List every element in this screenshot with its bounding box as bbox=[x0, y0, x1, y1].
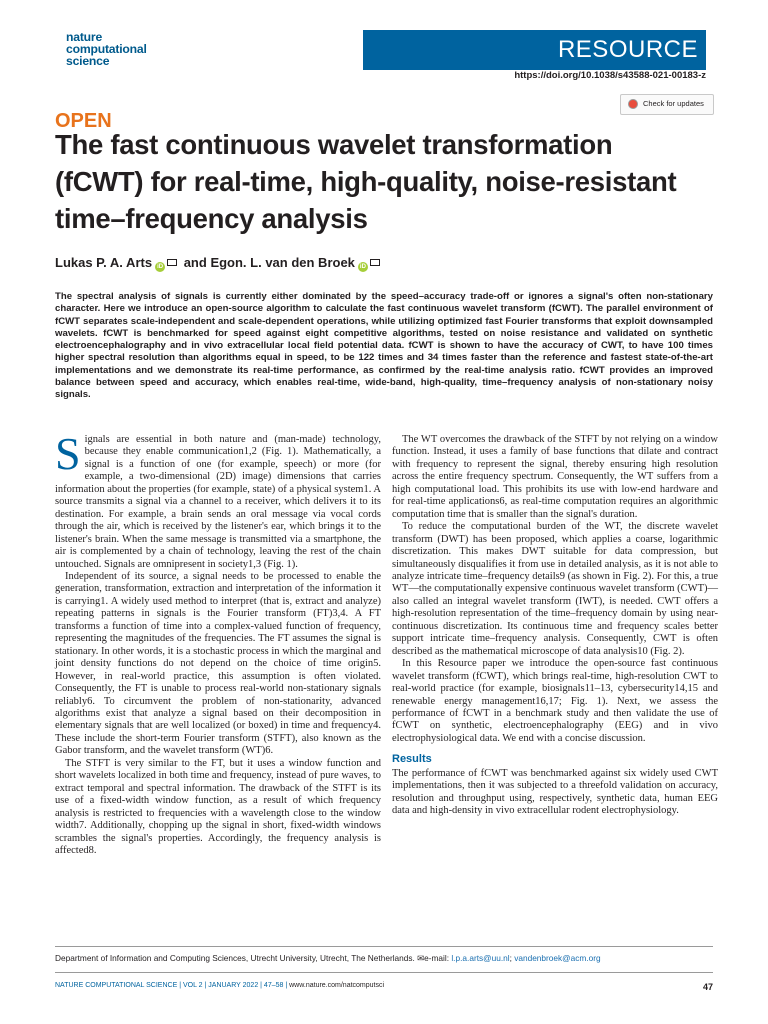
abstract: The spectral analysis of signals is currently either dominated by the speed–accuracy trade-off or ignores a signal's often non-stationary character. Here we introduce an open-source algorithm to calculate the fast continuous wavelet transform (fCWT). The parallel environment of fCWT separates scale-independent and scale-dependent operations, while utilizing optimized fast Fourier transforms that exploit downsampled wavelets. fCWT is benchmarked for speed against eight competitive algorithms, tested on noise resistance and validated on synthetic electroencephalography and in vivo extracellular local field potential data. fCWT is shown to have the accuracy of CWT, to have 100 times higher spectral resolution than algorithms equal in speed, to be 122 times and 34 times faster than the reference and fastest state-of-the-art implementations and we demonstrate its real-time performance, as confirmed by the real-time analysis ratio. fCWT provides an improved balance between speed and accuracy, which enables real-time, wide-band, high-quality, time–frequency analysis of non-stationary noisy signals. bbox=[55, 291, 713, 401]
author-2[interactable]: Egon. L. van den Broek bbox=[210, 255, 355, 270]
title-line-3: time–frequency analysis bbox=[55, 203, 368, 234]
check-updates-label: Check for updates bbox=[643, 99, 704, 108]
divider bbox=[55, 972, 713, 973]
divider bbox=[55, 946, 713, 947]
paragraph: The WT overcomes the drawback of the STFT by not relying on a window function. Instead, it uses a family of base functions that dilate and contract with frequency to represent the signal, thereby ensuring high resolution across the entire frequency spectrum. Consequently, the WT suffers from a high computational load. This prohibits its use with low-end hardware and for real-time applications6, as real-time computation requires an algorithmic computation time that is smaller than the signal's duration. bbox=[392, 434, 718, 520]
paragraph-text: ignals are essential in both nature and (man-made) technology, because they enable communication1,2 (Fig. 1). Mathematically, a signal is a function of one (for example, speech) or more (for example, a two-dimensional (2D) image) dimensions that carries information about the properties (for example, state) of a physical system1. A source transmits a signal via a channel to a receiver, which delivers it to its destination. For example, a brain sends an oral message via vocal cords through the air, which is received by the listener's ear, which brings it to the listener's brain. When the same message is transmitted via a smartphone, the air is complemented by a chain of technology, leaving the rest of the chain untouched. Signals are omnipresent in society1,3 (Fig. 1). bbox=[55, 434, 381, 570]
orcid-icon[interactable]: iD bbox=[359, 264, 366, 270]
paragraph: The performance of fCWT was benchmarked against six widely used CWT implementations, then it was subjected to a threefold validation on accuracy, resolution and throughput using, respectively, synthetic data, human EEG data and high-density in vivo extracellular rodent electrophysiology. bbox=[392, 767, 718, 817]
footer-issue: VOL 2 | JANUARY 2022 | 47–58 bbox=[182, 982, 284, 989]
journal-logo bbox=[66, 31, 176, 67]
email-icon: ✉ bbox=[417, 953, 425, 963]
author-1[interactable]: Lukas P. A. Arts bbox=[55, 255, 153, 270]
author-list bbox=[55, 255, 383, 272]
email-label: e-mail: bbox=[424, 953, 450, 963]
section-heading-results: Results bbox=[392, 753, 432, 766]
affiliation-text: Department of Information and Computing Sciences, Utrecht University, Utrecht, The Netherlands. bbox=[55, 953, 415, 963]
paragraph: Independent of its source, a signal needs to be processed to enable the generation, transformation, extraction and interpretation of the information it is carrying1. A widely used method to interpret (that is, extract and analyze) repeating patterns in signals is the Fourier transform (FT)3,4. A FT transforms a function of time into a complex-valued function of frequency, representing the magnitudes of the frequencies. The FT assumes the signal is stationary. In other words, it is a stochastic process in which the marginal and joint density functions do not depend on the choice of time origin5. However, in real-world practice, this assumption is often violated. Consequently, the FT is unable to process real-world non-stationary signals reliably6. To circumvent the problem of non-stationarity, advanced algorithms exist that analyze a signal based on their decomposition in elementary signals that are well localized (or boxed) in time and frequency4. These include the short-term Fourier transform (STFT), also known as the Gabor transform, and the wavelet transform (WT)6. bbox=[55, 570, 381, 757]
title-line-1: The fast continuous wavelet transformation bbox=[55, 129, 613, 160]
footer-journal: NATURE COMPUTATIONAL SCIENCE bbox=[55, 982, 178, 989]
orcid-icon[interactable]: iD bbox=[157, 264, 164, 270]
title-line-2: (fCWT) for real-time, high-quality, noise-resistant bbox=[55, 166, 677, 197]
paragraph: The STFT is very similar to the FT, but it uses a window function and short wavelets localized in both time and frequency, instead of pure waves, to extract temporal and spectral information. The drawback of the STFT is its use of a fixed-width window function, as a result of which frequency analysis is restricted to frequencies with a wavelength close to the window width7. Additionally, chopping up the signal in short, fixed-width windows scrambles the signal's properties. Accordingly, the frequency analysis is affected8. bbox=[55, 757, 381, 856]
affiliation: Department of Information and Computing Sciences, Utrecht University, Utrecht, The Netherlands. ✉e-mail: l.p.a.arts@uu.nl; vandenbroek@acm.org bbox=[55, 953, 601, 963]
body-column-right bbox=[392, 434, 718, 818]
paragraph bbox=[55, 428, 381, 571]
logo-line-2: computational bbox=[66, 42, 147, 56]
paragraph: In this Resource paper we introduce the open-source fast continuous wavelet transform (fCWT), which brings real-time, high-resolution CWT to real-world practice (for example, biosignals11–13, cybersecurity14,15 and renewable energy management16,17; Fig. 1). Next, we assess the performance of fCWT in a benchmark study and then validate the use of fCWT on synthetic, electroencephalography (EEG) and in vivo electrophysiological data. We end with a concise discussion. bbox=[392, 658, 718, 744]
author-separator: and bbox=[183, 255, 207, 270]
journal-footer: NATURE COMPUTATIONAL SCIENCE | VOL 2 | JANUARY 2022 | 47–58 | www.nature.com/natcomputsci bbox=[55, 982, 385, 989]
article-title bbox=[55, 126, 725, 237]
section-banner bbox=[363, 30, 706, 70]
doi-link[interactable]: https://doi.org/10.1038/s43588-021-00183-z bbox=[514, 70, 706, 81]
page-number: 47 bbox=[702, 982, 713, 992]
footer-url[interactable]: www.nature.com/natcomputsci bbox=[289, 982, 385, 989]
body-column-left bbox=[55, 428, 381, 857]
logo-line-1: nature bbox=[66, 30, 103, 44]
paragraph: To reduce the computational burden of the WT, the discrete wavelet transform (DWT) has been proposed, which applies a coarse, logarithmic discretization. This makes DWT suitable for data compression, but simultaneously disqualifies it from use in detailed analysis, as it is not able to analyze intricate time–frequency details9 (as shown in Fig. 2). For this, a true WT—the computationally expensive continuous wavelet transform (CWT)—also called an integral wavelet transform (IWT), is needed. CWT offers a high-resolution representation of the time–frequency domain by using near-continuous discretization. Its continuous time and frequency scales better support intricate time–frequency analysis. Consequently, CWT is often described as the mathematical microscope of data analysis10 (Fig. 2). bbox=[392, 521, 718, 657]
drop-cap: S bbox=[55, 428, 81, 479]
check-updates-button[interactable] bbox=[620, 94, 714, 115]
crossmark-icon bbox=[628, 99, 638, 109]
section-label: RESOURCE bbox=[557, 36, 698, 63]
email-icon[interactable] bbox=[167, 259, 177, 266]
email-link[interactable]: l.p.a.arts@uu.nl bbox=[451, 953, 510, 963]
email-icon[interactable] bbox=[370, 259, 380, 266]
logo-line-3: science bbox=[66, 54, 110, 68]
open-access-label: OPEN bbox=[55, 110, 112, 132]
email-link[interactable]: vandenbroek@acm.org bbox=[514, 953, 601, 963]
